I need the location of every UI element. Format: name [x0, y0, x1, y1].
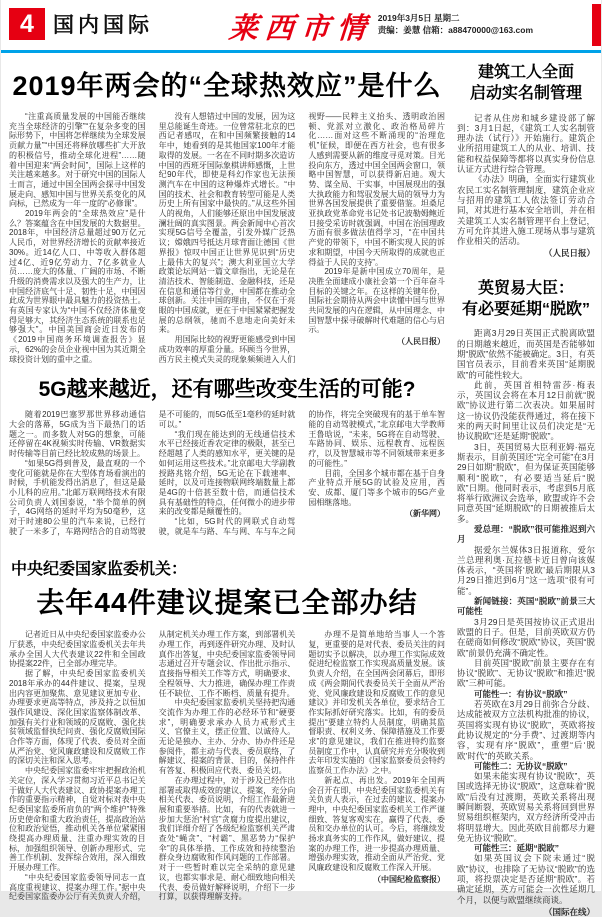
paragraph: 如果未能实现有协议“脱欧”，英国或选择无协议“脱欧”，这意味着“脱欧”后没有过渡期，英欧关系将出现瞬间断裂，英欧贸易关系将回到世界贸易组织框架内，双方经济所受冲击将明显增大。因此英欧目前都尽力避免无协议“脱欧”。 — [457, 771, 595, 843]
article-brexit-title-line1: 英贸易大臣： — [477, 279, 574, 297]
article-construction — [457, 63, 595, 259]
paragraph: 目前英国“脱欧”前景主要存在有协议“脱欧”、无协议“脱欧”和推迟“脱欧”三种可能。 — [457, 657, 595, 689]
paragraph: 距离3月29日英国正式脱离欧盟的日期越来越近，而英国是否能够如期“脱欧”依然不能被确定。3日，有英国官员表示，目前看来英国“延期脱欧”的可能性较大。 — [457, 328, 595, 380]
article-ccdi-title: 去年44件建议提案已全部办结 — [36, 587, 418, 619]
page-header — [1, 0, 601, 50]
paragraph: 目前，全国多个城市都在基于自身产业特点开展5G的试验及应用，西安、成都、厦门等多个城市的5G产业园相继落地。 — [308, 468, 445, 507]
date-line: 2019年3月5日 星期二 — [377, 13, 460, 23]
article-two-sessions — [9, 64, 445, 364]
paragraph: 2019年两会的“全球热效应”是什么？答案蕴含在中国发展的大数据里。2018年，中国经济总量超过90万亿元人民币，对世界经济增长的贡献率接近30%。近14亿人口、中等收入群体超过4亿、近9亿劳动力、7亿多就业人员……庞大的体量、广阔的市场、不断升级的消费需求以及强大的生产力，让中国经济底气十足、韧性十足，中国因此成为世界眼中最具魅力的投资热土。有英国专家认为“中国不仅经济体量变得足够大，其经济生态系统的联系也足够强大”。中国美国商会近日发布的《2019中国商务环境调查报告》显示，62%的会员企业视中国为其近期全球投资计划的重中之重。 — [9, 209, 146, 364]
paragraph: 记者从住房和城乡建设部了解到：3月1日起，《建筑工人实名制管理办法（试行）》开始施行。建筑企业所招用建筑工人的从业、培训、技能和权益保障等都将以真实身份信息认证方式进行综合管理。 — [457, 112, 595, 175]
paragraph: 没有人想错过中国的发展，因为这里总能诞生奇迹。一位曾常驻北京的巴西记者感叹，在和中国频繁接触的14年中，她看到的是其他国家100年才能取得的发展。一名在不同时期多次造访中国的西班牙国际象棋讲师感慨，上世纪90年代，即使是科幻作家也无法预测汽车在中国的这种爆炸式增长。“中国的技术、社会和教育转型可能是人类历史上所有国家中最快的。”从这些外国人的视角，人们能够还原出中国发展波澜壮阔的真实图景。两会新闻中心首次实现5G信号全覆盖，引发外媒广泛热议；嫦娥四号抵达月球背面让德国《世界报》惊叹中国正让世界见识到“历史上最伟大的复兴”；澳大利亚国立大学政策论坛网站一篇文章指出，无论是在清洁技术、智能制造、金融科技，还是在信息和通信等行业，中国都在推动全球创新。关注中国的理由，不仅在于亮眼的中国成就，更在于中国紧紧把握发展的总纲领，驰而不息地走向美好未来。 — [158, 112, 296, 335]
paragraph: 据爱尔兰媒体3日报道称，爱尔兰总理利奥·瓦拉德卡近日曾向该媒体表示，“英国将‘脱欧’最后期限从3月29日推迟到6月”这一选项“很有可能”。 — [457, 544, 595, 596]
masthead: 莱西市情 — [227, 11, 375, 45]
main-column — [9, 55, 445, 917]
paragraph: “中央纪委国家监委领导同志一直高度重视建议、提案办理工作。”据中央纪委国家监委办公厅有关负责人介绍，从制定机关办理工作方案，到部署机关办理工作，再到逐件研究办理、及时认真作出答复，中央纪委国家监委领导同志通过召开专题会议、作出批示指示、直接指导相关工作等方式，明确要求、全程领导、大力推进，确保办理工作责任不缺位、工作不断档、质量有提升。 — [9, 630, 296, 902]
paragraph: 若英欧在3月29日前弥合分歧、达成能被双方立法机构批准的协议，英国将实现有协议“脱欧”，英欧将按此协议规定的“分手费”、过渡期等内容，实现有序“脱欧”，重塑“后‘脱欧’时代”的英欧关系。 — [457, 699, 595, 761]
paragraph: 2019年是新中国成立70周年，是决胜全面建成小康社会第一个百年奋斗目标的关键之年。在这样的关键年份，国际社会期待从两会中读懂中国与世界共同发展的内在逻辑，从中国理念、中国智慧中探寻破解时代难题的信心与启示。 — [308, 267, 445, 335]
newspaper-page — [1, 0, 601, 917]
sub-headline: 爱总理：“脱欧”很可能推迟到六月 — [457, 523, 595, 545]
sub-headline: 可能性一：有协议“脱欧” — [474, 688, 568, 699]
article-brexit-title — [457, 279, 595, 321]
page-content — [1, 53, 601, 917]
article-brexit — [457, 279, 595, 917]
article-brexit-title-line2: 有必要延期“脱欧” — [461, 300, 590, 318]
article-construction-title-line2: 启动实名制管理 — [469, 84, 582, 102]
paragraph: 据了解，中央纪委国家监委机关2018年承办的44件建议、提案，呈现出内容更加聚焦、意见建议更加专业、办理要求更高等特点，涉及持之以恒加强作风建设、深化国家监察体制改革、加强有关行业和领域的反腐败、强化扶贫领域监督执纪问责、强化反腐败国际合作等方面，体现了代表、委员对全面从严治党、党风廉政建设和反腐败工作的深切关注和深入思考。 — [9, 669, 146, 766]
article-brexit-body — [457, 328, 595, 917]
article-5g-body — [9, 410, 445, 548]
article-construction-body — [457, 113, 595, 259]
paragraph: 3月29日是英国按协议正式退出欧盟的日子。但是，目前英欧双方仍在磋商如何修改“脱欧”协议，英国“脱欧”前景仍充满不确定性。 — [457, 616, 595, 658]
sub-headline: 可能性三：延期“脱欧” — [474, 843, 560, 854]
article-5g — [9, 373, 445, 548]
paragraph: 用国际比较的视野更能感受到中国成功效率的厚重分量。环顾当今世界，西方民主模式失灵的现象频频进入人们视野——民粹主义抬头、透明政治困顿、党派对立激化、政治格局碎片化……面对这些不断涌现的“治理危机”征候，即便在西方社会，也有很多人感到需要从新的维度寻觅对策。目光投向东方，透过中国全国两会窗口，领略中国智慧，可以获得新启迪。观大势、谋全局、干实事，中国展现出的强大执政能力和驾驭发展大局的领导力为世界各国发展提供了重要借鉴。坦桑尼亚执政党革命党书记处书记波勒姆鲍近日接受采访时就强调，中国在治国理政方面有很多做法值得学习，“在中国共产党的带领下，中国不断实现人民的诉求和期望，中国今天所取得的成就也正得益于人民的支持”。 — [158, 112, 445, 364]
paragraph: “注重高质量发展的中国能否继续充当全球经济的引擎”“在复杂多变的国际形势下，中国将怎样继续为全球发展贡献力量”“中国还将释放哪些扩大开放的积极信号，推动全球化进程”……随着中国迎来“两会时间”，国际上这样的关注越来越多。对于研究中国的国际人士而言，通过中国全国两会探寻中国发展走向、感知中国与世界关系变化的风向标，已然成为一年一度的“必修课”。 — [9, 112, 146, 209]
section-title: 国内国际 — [53, 14, 153, 37]
paragraph: 办理不是简单地给当事人一个答复，更重要的是对代表、委员关注的问题切实予以解决，以办理工作实际成效促进纪检监察工作实现高质量发展。该负责人介绍，在全国两会闭幕后，即形成《两会期间代表委员关于全面从严治党、党风廉政建设和反腐败工作的意见建议》并印发机关各单位，要求结合工作实际抓好研究落实。比如，有的委员提出“要建立特约人员制度，明确其监督职责、权利义务、保障措施及工作要求”的意见建议，我们在推进特约监察员制度工作中，认真研究并充分吸收到去年印发实施的《国家监察委员会特约监察员工作办法》之中。 — [308, 630, 445, 776]
paragraph: 新起点、再出发。2019年全国两会召开在即，中央纪委国家监委机关有关负责人表示，在过去的建议、提案办理中，中央纪委国家监委机关工作严谨细致、答复客观实在，赢得了代表、委员和交办单位的认可。今后，将继续发扬求真务实的工作作风，做好建议、提案的办理工作，进一步提高办理质量、增强办理实效，推动全面从严治党、党风廉政建设和反腐败工作深入开展。 — [308, 775, 445, 873]
paragraph: 在办理过程中，对于涉及已经作出部署或取得成效的建议、提案，充分向相关代表、委员说明，介绍工作最新进展和重要举措。比如，有的代表就进一步加大惩治“村官”贪腐力度提出建议，我们详细介绍了各级纪检监察机关严肃查处“蝇贪”、“村霸”、黑恶势力“保护伞”的具体举措、工作成效和持续整治群众身边腐败和作风问题的工作部署。对于一些暂时难以完全采纳的意见建议，也都实事求是、耐心细致地向相关代表、委员做好解释说明，介绍下一步打算，以获得理解支持。 — [158, 775, 296, 902]
paragraph: 中央纪委国家监委牢牢把握政治机关定位，深入学习贯彻习近平总书记关于做好人大代表建议、政协提案办理工作的重要指示精神，自觉对标对表中央纪委国家监委所肩负的“两个维护”特殊历史使命和重大政治责任，提高政治站位和政治觉悟，推动机关各单位紧紧围绕提高办理质量、注重办理实效的目标，加强组织领导、创新办理形式、完善工作机制、发挥综合效用，深入细致开展办理工作。 — [9, 766, 146, 873]
sidebar-column — [457, 55, 595, 917]
article-ccdi-kicker: 中央纪委国家监委机关： — [11, 561, 188, 579]
article-construction-title-line1: 建筑工人全面 — [477, 64, 574, 81]
article-5g-title: 5G越来越近，还有哪些改变生活的可能? — [38, 378, 416, 402]
paragraph: 中央纪委国家监委机关坚持把沟通交流作为办理工作的必经环节和“硬要求”，明确要求承办人员力戒形式主义、官僚主义，摆正位置、以诚待人。无论是独办、主办、分办、协办件还是参阅件，都主动与代表、委员联络，了解建议、提案的背景、目的，保持件件有答复、积极回应代表、委员关切。 — [158, 698, 296, 776]
article-construction-title — [457, 63, 595, 105]
attribution: （人民日报） — [543, 248, 595, 259]
article-ccdi — [9, 556, 445, 902]
paragraph: “比如，5G时代的网联式自动驾驶，就是车与路、车与网、车与车之间的协作，将完全突破现有的基于单车智能的自动驾驶模式，”北京邮电大学教师王鲁晗说，“未来，5G将在自动驾驶、车路协同、娱乐、远程教育、远程医疗，以及智慧城市等不同领域带来更多的可能性。” — [158, 410, 445, 536]
sub-headline: 可能性二：无协议“脱欧” — [474, 760, 568, 771]
date-info — [378, 12, 533, 36]
paragraph: 《办法》明确，全面实行建筑业农民工实名制管理制度，建筑企业应与招用的建筑工人依法签订劳动合同，对其进行基本安全培训，并在相关建筑工人实名制管理平台上登记，方可允许其进入施工现场从事与建筑作业相关的活动。 — [457, 174, 595, 247]
paragraph: 此前，英国首相特雷莎·梅表示，英国议会将在本月12日前就“脱欧”协议进行第二次表决。如果届时这一协议仍没能获得通过，将在接下来的两天时间里让议员们决定是“无协议脱欧”还是延期“脱欧”。 — [457, 379, 595, 442]
article-ccdi-body — [9, 630, 445, 902]
paragraph: 3日，英国贸易大臣利亚姆·福克斯表示，目前英国还“完全可能”在3月29日如期“脱欧”，但为保证英国能够顺利“脱欧”，有必要适当延后“脱欧”日期。他同时表示，考虑到5月底将举行欧洲议会选举，欧盟或许不会同意英国“延期脱欧”的日期被推后太多。 — [457, 441, 595, 524]
editor-line: 责编：姜慧 信箱：a88470000@163.com — [377, 25, 533, 35]
attribution: （新华网） — [404, 509, 445, 519]
sub-headline: 新闻链接：英国“脱欧”前景三大可能性 — [457, 596, 595, 617]
attribution: （人民日报） — [396, 337, 445, 347]
attribution: （中国纪检监察报） — [372, 874, 445, 884]
article-two-sessions-body — [9, 112, 445, 364]
paragraph: “如果5G得到普及，最直观的一个变化可能就是你在大型体育场看演出的时候，手机能发得出消息了，但这是最小儿科的应用。”北邮万联网络技术有限公司负责人刘国泰说，“举个简单的例子，4G网络的延时平均为50毫秒，这对于时速80公里的汽车来说，已经行驶了一米多了，车路网结合的自动驾驶是不可能的，而5G低至1毫秒的延时就可以。” — [9, 410, 296, 536]
paragraph: 随着2019巴塞罗那世界移动通信大会的落幕，5G成为当下最热门的话题之一。而多数人对5G的想象，可能还停留在4K视频实时传输、VR数据实时传输等目前已经比较成熟的场景上。 — [9, 410, 146, 459]
paragraph: “我们现在能达到的无线通信技术水平已经接近香农定律的极限，甚至已经超越了人类的感知水平，更关键的是如何运用这些技术。”北京邮电大学副教授路兆铭介绍，5G无论在下载速率、延时，以及可连接物联网终端数量上都是4G的十倍甚至数十倍，而通信技术具有基础性的特点，任何微小的进步带来的改变都是颠覆性的。 — [158, 429, 296, 517]
attribution: （国际在线） — [543, 906, 595, 917]
paragraph: 如果英国议会下院未通过“脱欧”协议，也排除了无协议“脱欧”的选项，将投票决定是否延期“脱欧”。若确定延期，英方可能会一次性延期几个月，以便与欧盟继续商谈。 — [457, 853, 595, 905]
article-two-sessions-title: 2019年两会的“全球热效应”是什么 — [12, 71, 442, 101]
page-number-badge: 4 — [9, 8, 45, 40]
red-corner-bar — [592, 4, 601, 46]
paragraph: 记者近日从中央纪委国家监委办公厅获悉，中央纪委国家监委机关去年共承办全国人大代表建议22件和全国政协提案22件，已全部办理完毕。 — [9, 630, 146, 669]
